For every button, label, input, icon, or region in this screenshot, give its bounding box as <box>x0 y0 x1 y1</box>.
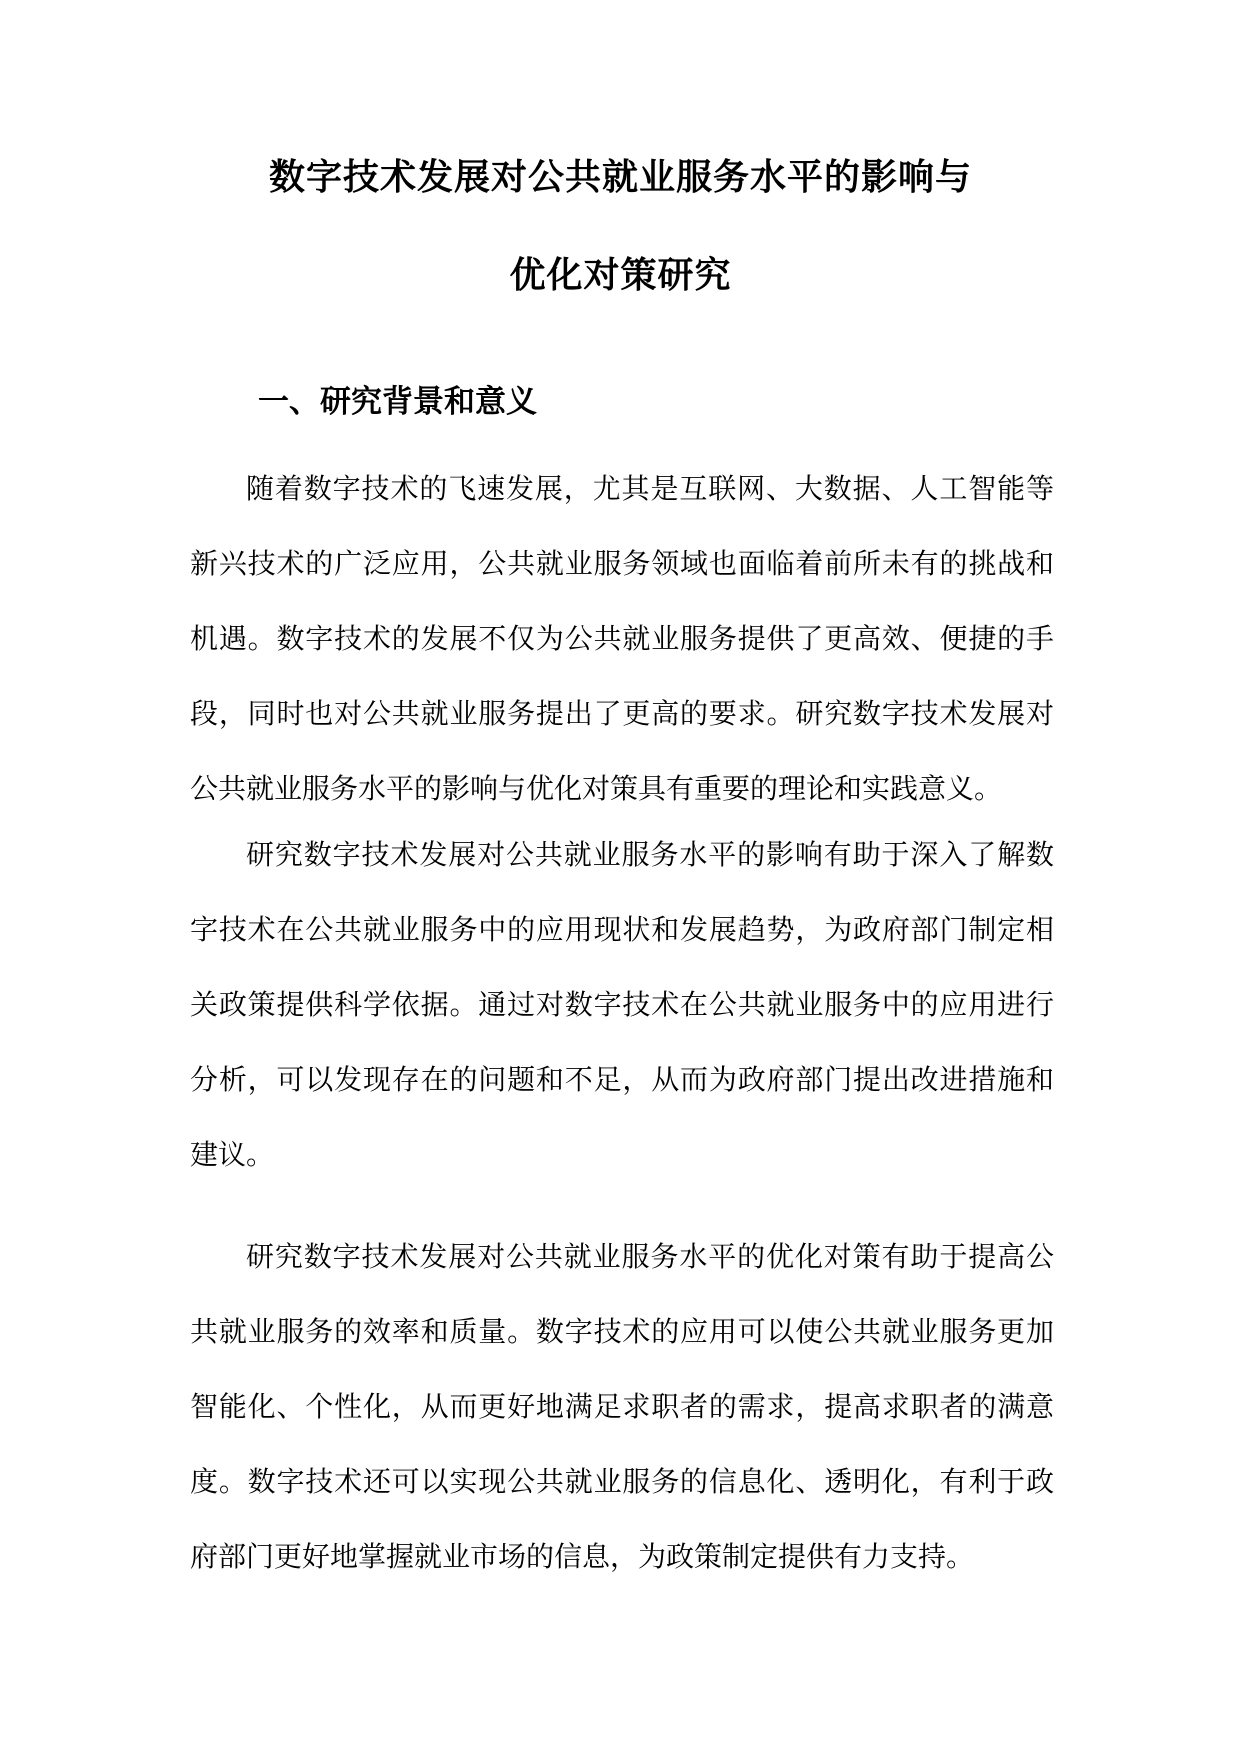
body-paragraph-2: 研究数字技术发展对公共就业服务水平的影响有助于深入了解数字技术在公共就业服务中的应用现状和发展趋势，为政府部门制定相关政策提供科学依据。通过对数字技术在公共就业服务中的应用进行分析，可以发现存在的问题和不足，从而为政府部门提出改进措施和建议。 <box>190 838 1054 1171</box>
body-paragraph-3: 研究数字技术发展对公共就业服务水平的优化对策有助于提高公共就业服务的效率和质量。数字技术的应用可以使公共就业服务更加智能化、个性化，从而更好地满足求职者的需求，提高求职者的满意度。数字技术还可以实现公共就业服务的信息化、透明化，有利于政府部门更好地掌握就业市场的信息，为政策制定提供有力支持。 <box>190 1240 1054 1573</box>
section-heading: 一、研究背景和意义 <box>258 384 537 420</box>
body-paragraph-1: 随着数字技术的飞速发展，尤其是互联网、大数据、人工智能等新兴技术的广泛应用，公共就业服务领域也面临着前所未有的挑战和机遇。数字技术的发展不仅为公共就业服务提供了更高效、便捷的手段，同时也对公共就业服务提出了更高的要求。研究数字技术发展对公共就业服务水平的影响与优化对策具有重要的理论和实践意义。 <box>190 472 1054 805</box>
document-title-line-2: 优化对策研究 <box>509 255 732 296</box>
document-title-line-1: 数字技术发展对公共就业服务水平的影响与 <box>268 157 972 198</box>
